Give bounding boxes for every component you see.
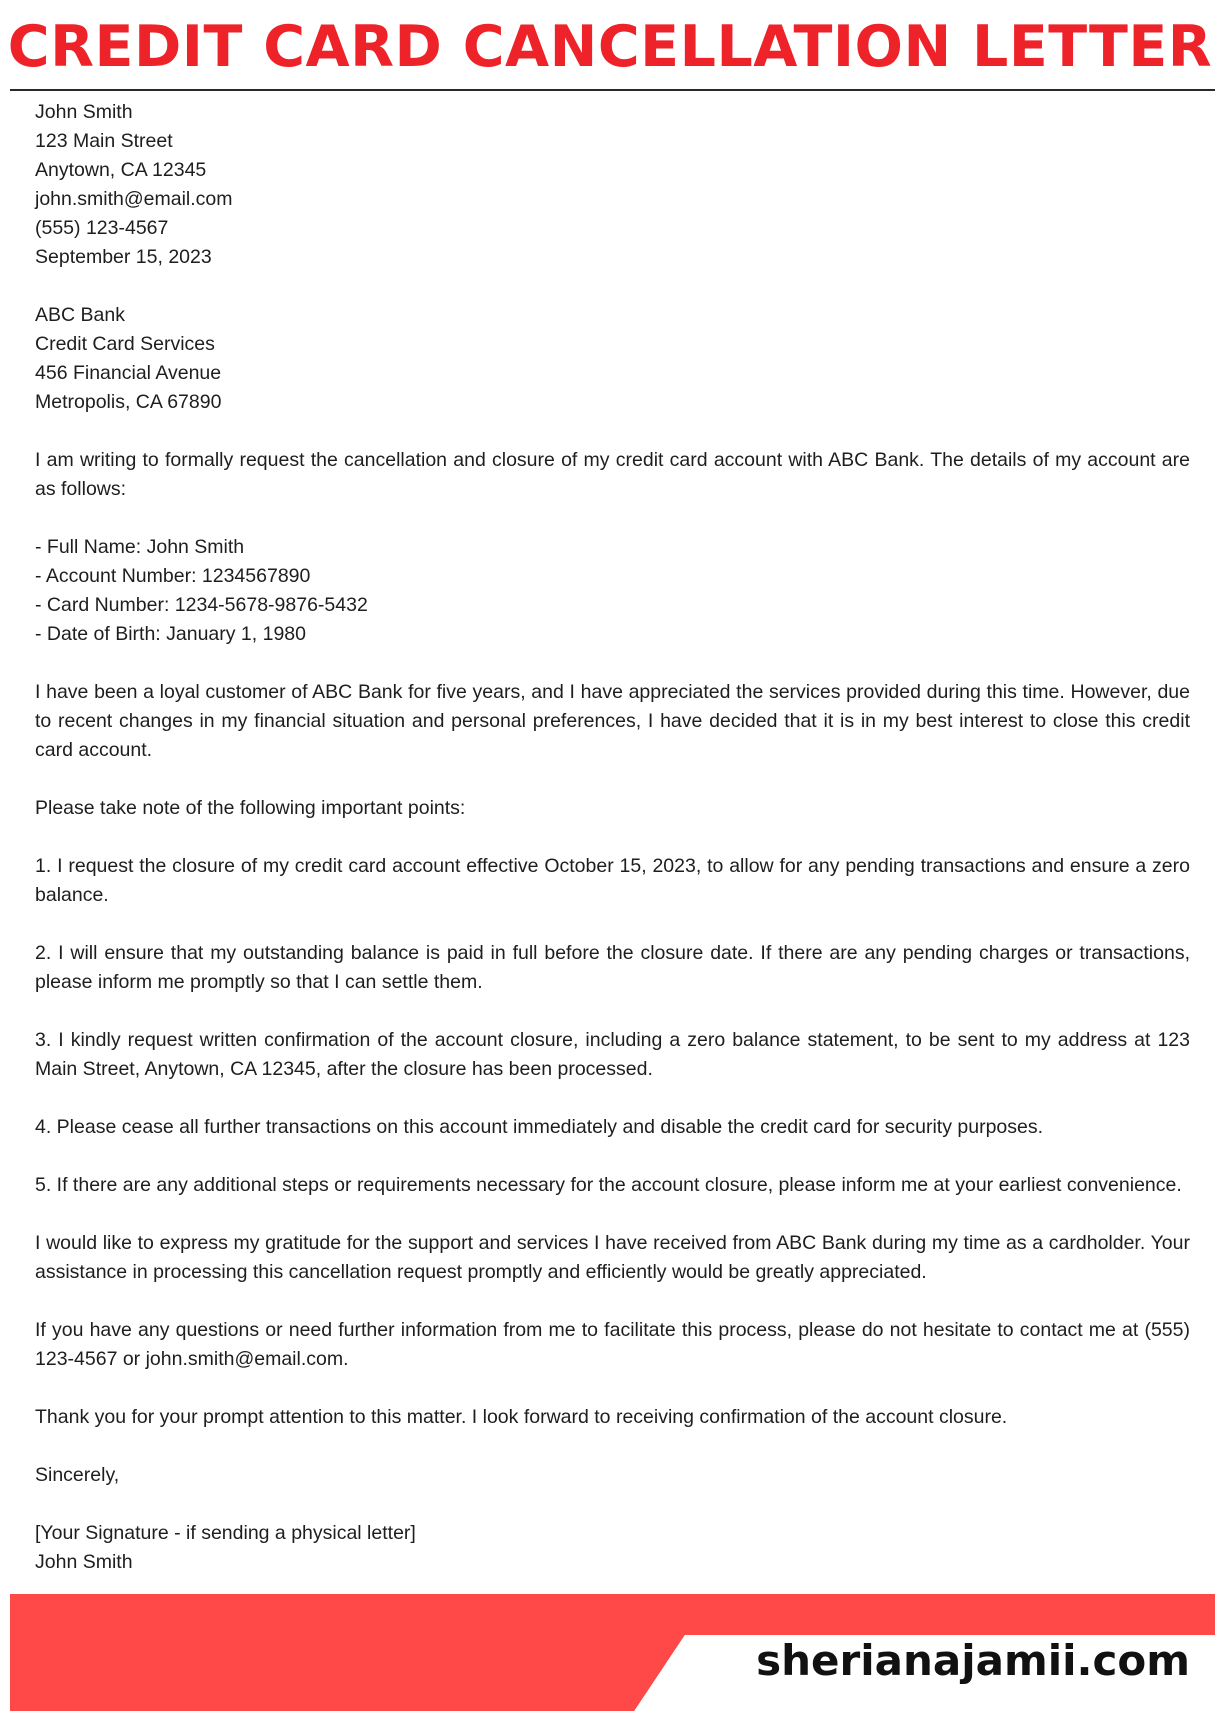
intro-paragraph: I am writing to formally request the cancellation and closure of my credit card account with ABC Bank. The details of my account are as follows: [35, 449, 1190, 500]
letter-date: September 15, 2023 [35, 246, 212, 268]
detail-account-number: - Account Number: 1234567890 [35, 565, 311, 587]
contact-paragraph: If you have any questions or need further information from me to facilitate this process, please do not hesitate to contact me at (555) 123-4567 or john.smith@email.com. [35, 1319, 1190, 1370]
sender-block [35, 98, 1190, 272]
letter-body [35, 98, 1190, 1577]
sender-name: John Smith [35, 101, 133, 123]
thanks-paragraph: Thank you for your prompt attention to this matter. I look forward to receiving confirmation of the account closure. [35, 1406, 1008, 1428]
closing-salutation: Sincerely, [35, 1464, 120, 1486]
point-5: 5. If there are any additional steps or requirements necessary for the account closure, please inform me at your earliest convenience. [35, 1174, 1182, 1196]
sender-city: Anytown, CA 12345 [35, 159, 207, 181]
point-2: 2. I will ensure that my outstanding balance is paid in full before the closure date. If there are any pending charges or transactions, please inform me promptly so that I can settle them. [35, 942, 1190, 993]
sender-email: john.smith@email.com [35, 188, 233, 210]
sender-phone: (555) 123-4567 [35, 217, 169, 239]
signer-name: John Smith [35, 1551, 133, 1573]
signature-note: [Your Signature - if sending a physical letter] [35, 1522, 416, 1544]
recipient-department: Credit Card Services [35, 333, 215, 355]
point-1: 1. I request the closure of my credit card account effective October 15, 2023, to allow for any pending transactions and ensure a zero balance. [35, 855, 1190, 906]
detail-card-number: - Card Number: 1234-5678-9876-5432 [35, 594, 368, 616]
title-divider [10, 89, 1215, 91]
point-3: 3. I kindly request written confirmation of the account closure, including a zero balance statement, to be sent to my address at 123 Main Street, Anytown, CA 12345, after the closure has been processed. [35, 1029, 1190, 1080]
recipient-name: ABC Bank [35, 304, 125, 326]
recipient-city: Metropolis, CA 67890 [35, 391, 222, 413]
website-label: sherianajamii.com [756, 1636, 1190, 1685]
recipient-block [35, 301, 1190, 417]
point-4: 4. Please cease all further transactions on this account immediately and disable the credit card for security purposes. [35, 1116, 1044, 1138]
account-details-list [35, 533, 1190, 649]
reason-paragraph: I have been a loyal customer of ABC Bank for five years, and I have appreciated the services provided during this time. However, due to recent changes in my financial situation and personal preferences, I have decided that it is in my best interest to close this credit card account. [35, 681, 1190, 761]
sender-street: 123 Main Street [35, 130, 173, 152]
gratitude-paragraph: I would like to express my gratitude for the support and services I have received from ABC Bank during my time as a cardholder. Your assistance in processing this cancellation request promptly and efficiently would be greatly appreciated. [35, 1232, 1190, 1283]
recipient-street: 456 Financial Avenue [35, 362, 222, 384]
detail-full-name: - Full Name: John Smith [35, 536, 245, 558]
points-intro: Please take note of the following important points: [35, 797, 466, 819]
detail-date-of-birth: - Date of Birth: January 1, 1980 [35, 623, 306, 645]
page-title: CREDIT CARD CANCELLATION LETTER [7, 14, 1213, 80]
